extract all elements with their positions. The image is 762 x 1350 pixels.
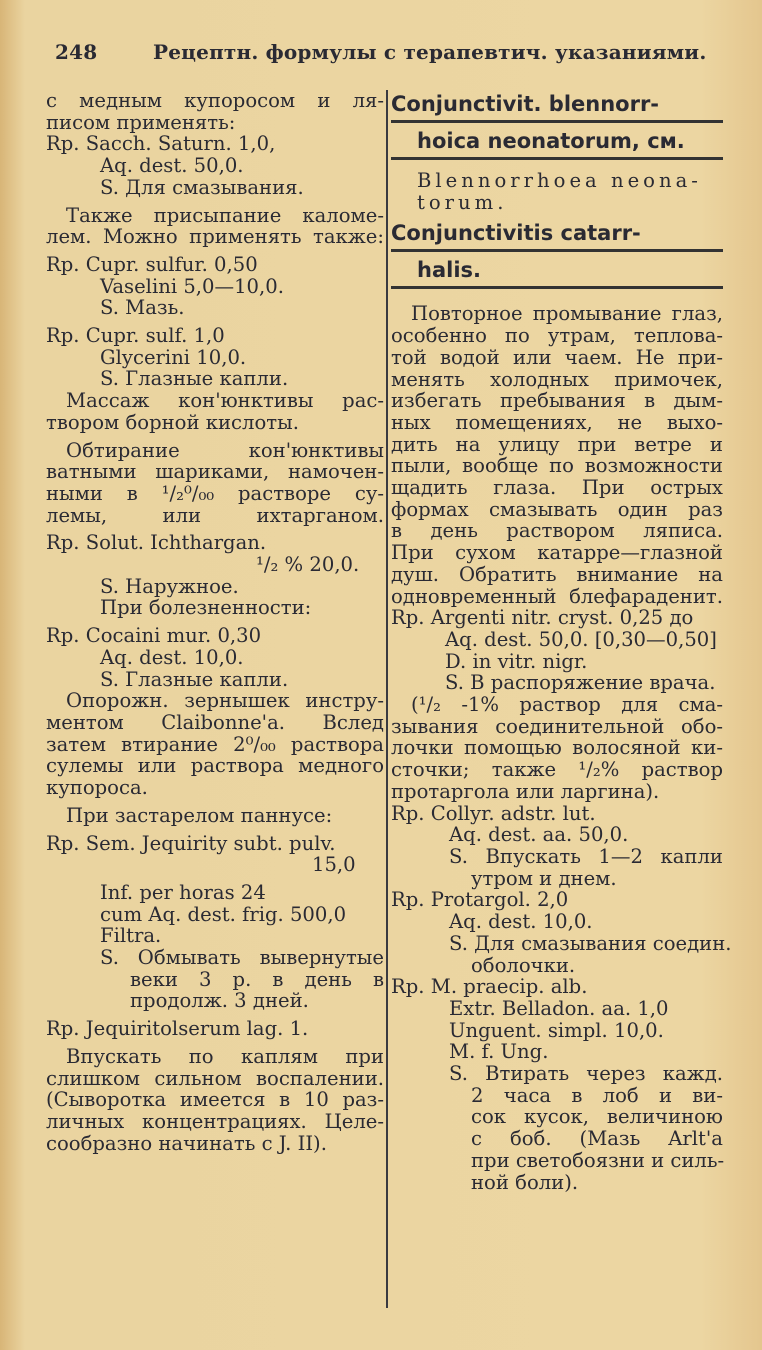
- text-line: Опорожн. зернышек инстру-: [66, 689, 384, 713]
- section-heading: Conjunctivitis catarr-: [391, 221, 641, 246]
- text-line: с медным купоросом и ля-: [46, 89, 384, 112]
- recipe-line: Inf. per horas 24: [100, 880, 266, 904]
- text-line: Массаж кон'юнктивы рас-: [66, 389, 384, 413]
- recipe-line: 2 часа в лоб и ви-: [471, 1083, 723, 1107]
- text-line: твором борной кислоты.: [46, 410, 299, 434]
- cross-reference: torum.: [417, 190, 508, 214]
- recipe-line: S. Глазные капли.: [100, 367, 289, 391]
- text-line: (¹/₂ -1% раствор для сма-: [411, 693, 723, 717]
- text-line: При застарелом паннусе:: [66, 803, 333, 827]
- text-line: лем. Можно применять также:: [46, 225, 384, 249]
- recipe-line: Rp. Cocaini mur. 0,30: [46, 624, 262, 648]
- text-line: в день раствором ляписа.: [391, 519, 723, 543]
- text-line: особенно по утрам, теплова-: [391, 324, 723, 348]
- text-line: Также присыпание каломе-: [66, 203, 384, 227]
- recipe-line: ¹/₂ % 20,0.: [256, 553, 360, 577]
- text-line: Обтирание кон'юнктивы: [66, 438, 384, 462]
- recipe-line: ной боли).: [471, 1170, 579, 1194]
- recipe-line: Aq. dest. 10,0.: [449, 910, 593, 934]
- left-column: [46, 90, 384, 1154]
- heading-rule: [391, 249, 723, 252]
- recipe-line: с боб. (Мазь Arlt'a: [471, 1127, 723, 1151]
- text-line: протаргола или ларгина).: [391, 779, 660, 803]
- page-header: [55, 40, 707, 70]
- text-line: купороса.: [46, 776, 148, 800]
- recipe-line: S. Для смазывания.: [100, 175, 304, 199]
- text-line: избегать пребывания в дым-: [391, 389, 723, 413]
- recipe-line: Unguent. simpl. 10,0.: [449, 1018, 664, 1042]
- text-line: Повторное промывание глаз,: [411, 302, 723, 326]
- recipe-line: Rp. M. praecip. alb.: [391, 975, 588, 999]
- right-column: [391, 90, 732, 1194]
- recipe-line: S. Наружное.: [100, 574, 239, 598]
- recipe-line: веки 3 р. в день в: [130, 967, 384, 991]
- recipe-line: Rp. Jequiritolserum lag. 1.: [46, 1017, 309, 1041]
- section-heading: hoica neonatorum, см.: [417, 129, 685, 153]
- text-line: одновременный блефараденит.: [391, 584, 723, 608]
- recipe-line: Vaselini 5,0—10,0.: [100, 274, 284, 298]
- text-line: слишком сильном воспалении.: [46, 1066, 384, 1090]
- recipe-line: Aq. dest. 50,0. [0,30—0,50]: [445, 627, 717, 651]
- text-line: щадить глаза. При острых: [391, 476, 723, 500]
- section-heading: halis.: [417, 258, 481, 283]
- recipe-line: оболочки.: [471, 953, 576, 977]
- recipe-line: Rp. Sacch. Saturn. 1,0,: [46, 132, 276, 156]
- recipe-line: утром и днем.: [471, 866, 617, 890]
- recipe-line: Filtra.: [100, 924, 162, 948]
- page-number: 248: [55, 40, 98, 64]
- column-divider: [386, 90, 388, 1308]
- recipe-line: Rp. Protargol. 2,0: [391, 888, 569, 912]
- recipe-line: Rp. Sem. Jequirity subt. pulv.: [46, 831, 336, 855]
- recipe-line: Rp. Cupr. sulfur. 0,50: [46, 252, 258, 276]
- recipe-line: Rp. Collyr. adstr. lut.: [391, 801, 596, 825]
- text-line: сточки; также ¹/₂% раствор: [391, 758, 723, 782]
- recipe-line: S. Втирать через кажд.: [449, 1062, 723, 1086]
- running-title: Рецептн. формулы с терапевтич. указаниями.: [153, 40, 707, 64]
- text-line: затем втирание 2⁰/₀₀ раствора: [46, 732, 384, 756]
- text-line: пыли, вообще по возможности: [391, 454, 723, 478]
- recipe-line: S. Глазные капли.: [100, 667, 289, 691]
- recipe-line: S. Обмывать вывернутые: [100, 946, 384, 970]
- recipe-line: Aq. dest. 50,0.: [100, 154, 244, 178]
- text-line: ных помещениях, не выхо-: [391, 410, 723, 434]
- recipe-line: M. f. Ung.: [449, 1040, 549, 1064]
- text-line: дить на улицу при ветре и: [391, 432, 723, 456]
- recipe-line: Aq. dest. 10,0.: [100, 645, 244, 669]
- recipe-line: 15,0: [312, 853, 356, 877]
- heading-rule: [391, 286, 723, 289]
- text-line: личных концентрациях. Целе-: [46, 1109, 384, 1133]
- text-line: лемы, или ихтарганом.: [46, 503, 384, 527]
- recipe-line: cum Aq. dest. frig. 500,0: [100, 902, 347, 926]
- recipe-line: S. В распоряжение врача.: [445, 671, 716, 695]
- recipe-line: D. in vitr. nigr.: [445, 649, 588, 673]
- text-line: Впускать по каплям при: [66, 1044, 384, 1068]
- text-line: ными в ¹/₂⁰/₀₀ растворе су-: [46, 481, 384, 505]
- text-line: сулемы или раствора медного: [46, 754, 384, 778]
- text-line: зывания соединительной обо-: [391, 714, 723, 738]
- text-line: той водой или чаем. Не при-: [391, 345, 723, 369]
- heading-rule: [391, 157, 723, 160]
- text-line: душ. Обратить внимание на: [391, 562, 723, 586]
- recipe-line: сок кусок, величиною: [471, 1105, 723, 1129]
- recipe-line: Rp. Argenti nitr. cryst. 0,25 до: [391, 606, 694, 630]
- recipe-line: Rp. Cupr. sulf. 1,0: [46, 324, 225, 348]
- recipe-line: Glycerini 10,0.: [100, 345, 247, 369]
- recipe-line: продолж. 3 дней.: [130, 989, 309, 1013]
- recipe-line: Extr. Belladon. aa. 1,0: [449, 996, 669, 1020]
- text-line: сообразно начинать с J. II).: [46, 1131, 327, 1155]
- heading-rule: [391, 120, 723, 123]
- text-line: При сухом катарре—глазной: [391, 541, 723, 565]
- text-line: ментом Claibonne'a. Вслед: [46, 710, 384, 734]
- recipe-line: Rp. Solut. Ichthargan.: [46, 531, 267, 555]
- recipe-line: Aq. dest. aa. 50,0.: [449, 823, 629, 847]
- recipe-line: S. Впускать 1—2 капли: [449, 844, 723, 868]
- recipe-line: S. Для смазывания соедин.: [449, 931, 732, 955]
- section-heading: Conjunctivit. blennorr-: [391, 92, 660, 116]
- recipe-line: при светобоязни и силь-: [471, 1148, 725, 1172]
- text-line: писом применять:: [46, 110, 236, 134]
- text-line: менять холодных примочек,: [391, 367, 723, 391]
- recipe-line: S. Мазь.: [100, 296, 185, 320]
- text-line: ватными шариками, намочен-: [46, 460, 384, 484]
- text-line: формах смазывать один раз: [391, 497, 723, 521]
- text-line: лочки помощью волосяной ки-: [391, 736, 723, 760]
- cross-reference: Blennorrhoea neona-: [417, 169, 702, 192]
- text-line: При болезненности:: [100, 596, 312, 620]
- text-line: (Сыворотка имеется в 10 раз-: [46, 1088, 384, 1112]
